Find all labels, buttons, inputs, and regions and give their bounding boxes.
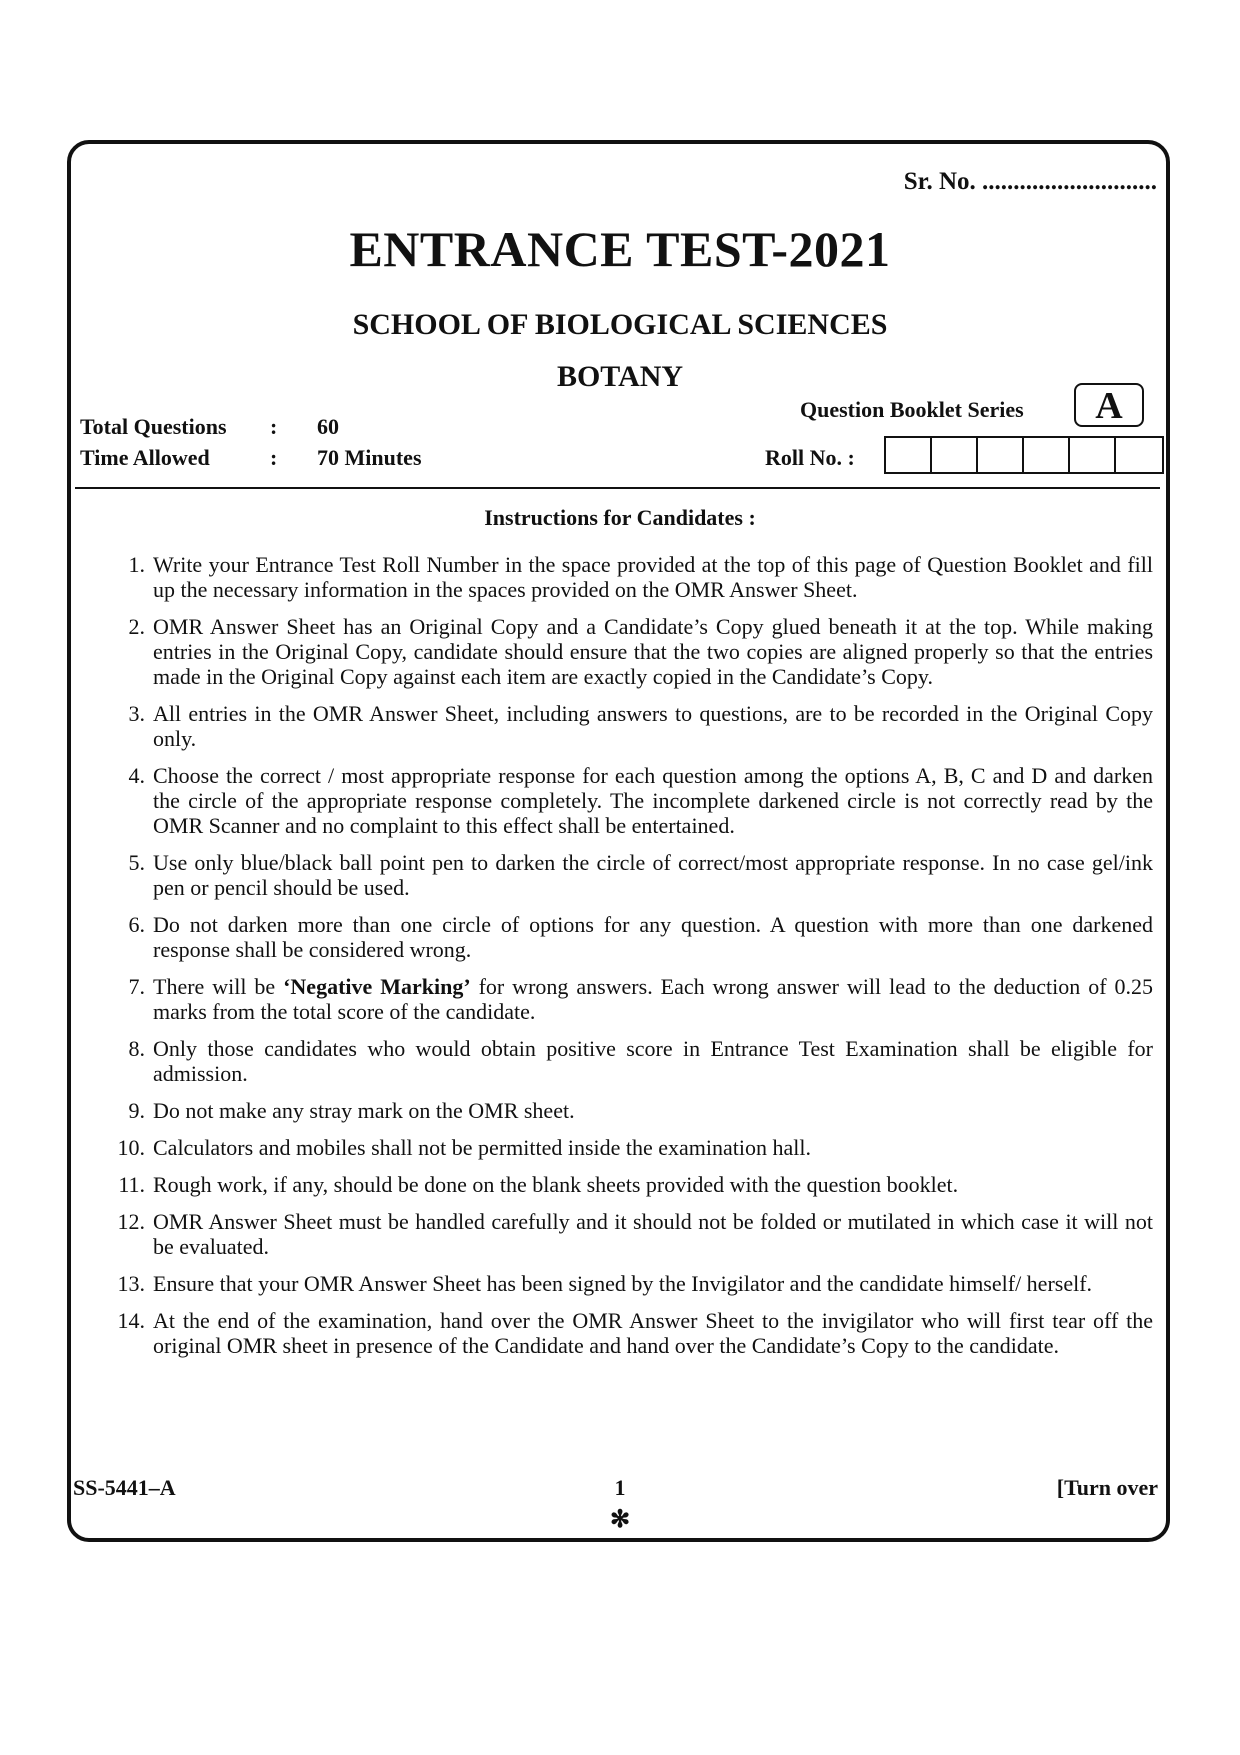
instruction-number: 5. [128,850,145,875]
instruction-number: 13. [117,1271,145,1296]
instruction-item [110,1135,1153,1160]
instruction-text-part: There will be [153,974,284,999]
time-allowed-value: 70 Minutes [317,445,422,470]
instruction-item [110,850,1153,900]
instruction-item [110,763,1153,838]
instruction-text: Rough work, if any, should be done on the blank sheets provided with the question booklet. [153,1172,959,1197]
roll-number-digit-box[interactable] [978,438,1024,472]
instruction-number: 4. [128,763,145,788]
instruction-item [110,1036,1153,1086]
instruction-text [153,974,1153,1024]
instruction-item [110,1098,1153,1123]
instruction-text: At the end of the examination, hand over the OMR Answer Sheet to the invigilator who will first tear off the original OMR sheet in presence of the Candidate and hand over the Candidate’s Copy to the candidate. [153,1308,1153,1358]
instruction-number: 2. [128,614,145,639]
booklet-series-label: Question Booklet Series [800,397,1024,422]
instruction-number: 6. [128,912,145,937]
exam-title: ENTRANCE TEST-2021 [349,221,891,277]
subject-name: BOTANY [556,360,684,393]
instruction-item [110,912,1153,962]
instruction-text: Write your Entrance Test Roll Number in the space provided at the top of this page of Question Booklet and fill up the necessary information in the spaces provided on the OMR Answer Sheet. [153,552,1153,602]
total-questions-value: 60 [317,414,339,439]
instruction-item [110,614,1153,689]
page-number: 1 [614,1475,626,1500]
instruction-text: OMR Answer Sheet has an Original Copy and a Candidate’s Copy glued beneath it at the top. While making entries in the Original Copy, candidate should ensure that the two copies are aligned properly so that the entries made in the Original Copy against each item are exactly copied in the Candidate’s Copy. [153,614,1153,689]
instruction-item [110,701,1153,751]
time-allowed-label: Time Allowed [80,445,210,470]
instructions-list [110,552,1153,1358]
instruction-number: 10. [117,1135,145,1160]
total-questions-label: Total Questions [80,414,227,439]
header-divider [75,487,1160,489]
instruction-number: 11. [118,1172,145,1197]
turn-over-note: [Turn over [1056,1475,1158,1500]
instruction-number: 14. [117,1308,145,1333]
instruction-text-part: for wrong answers. Each wrong answer will lead to the deduction of 0.25 marks from the total score of the candidate. [153,974,1153,1024]
instruction-text: Calculators and mobiles shall not be permitted inside the examination hall. [153,1135,812,1160]
instruction-text: Do not make any stray mark on the OMR sheet. [153,1098,575,1123]
total-questions-colon: : [270,414,278,439]
time-allowed-colon: : [270,445,278,470]
booklet-code: SS-5441–A [73,1475,176,1500]
instruction-item [110,1271,1153,1296]
roll-number-boxes[interactable] [884,436,1164,474]
instruction-text: Only those candidates who would obtain positive score in Entrance Test Examination shall be eligible for admission. [153,1036,1153,1086]
instruction-number: 9. [128,1098,145,1123]
instruction-number: 3. [128,701,145,726]
instruction-number: 1. [128,552,145,577]
instruction-item [110,552,1153,602]
instruction-text: OMR Answer Sheet must be handled carefully and it should not be folded or mutilated in which case it will not be evaluated. [153,1209,1153,1259]
instruction-text: Ensure that your OMR Answer Sheet has been signed by the Invigilator and the candidate himself/ herself. [153,1271,1093,1296]
negative-marking-emphasis: ‘Negative Marking’ [283,974,471,999]
roll-number-digit-box[interactable] [886,438,932,472]
instruction-item [110,1209,1153,1259]
roll-number-label: Roll No. : [765,445,855,470]
instruction-number: 7. [128,974,145,999]
instruction-item [110,1172,1153,1197]
instruction-item [110,974,1153,1024]
roll-number-digit-box[interactable] [932,438,978,472]
instruction-text: Use only blue/black ball point pen to darken the circle of correct/most appropriate response. In no case gel/ink pen or pencil should be used. [153,850,1153,900]
serial-number: Sr. No. ............................ [903,168,1157,195]
instruction-text: All entries in the OMR Answer Sheet, including answers to questions, are to be recorded in the Original Copy only. [153,701,1153,751]
instruction-number: 8. [128,1036,145,1061]
booklet-series-badge: A [1074,383,1144,427]
instruction-number: 12. [117,1209,145,1234]
instruction-text: Do not darken more than one circle of options for any question. A question with more than one darkened response shall be considered wrong. [153,912,1153,962]
roll-number-digit-box[interactable] [1070,438,1116,472]
instructions-heading: Instructions for Candidates : [484,505,756,530]
roll-number-digit-box[interactable] [1116,438,1162,472]
instruction-item [110,1308,1153,1358]
star-icon: ✻ [609,1507,631,1533]
instruction-text: Choose the correct / most appropriate response for each question among the options A, B, C and D and darken the circle of the appropriate response completely. The incomplete darkened circle is not correctly read by the OMR Scanner and no complaint to this effect shall be entertained. [153,763,1153,838]
school-name: SCHOOL OF BIOLOGICAL SCIENCES [352,308,888,341]
roll-number-digit-box[interactable] [1024,438,1070,472]
